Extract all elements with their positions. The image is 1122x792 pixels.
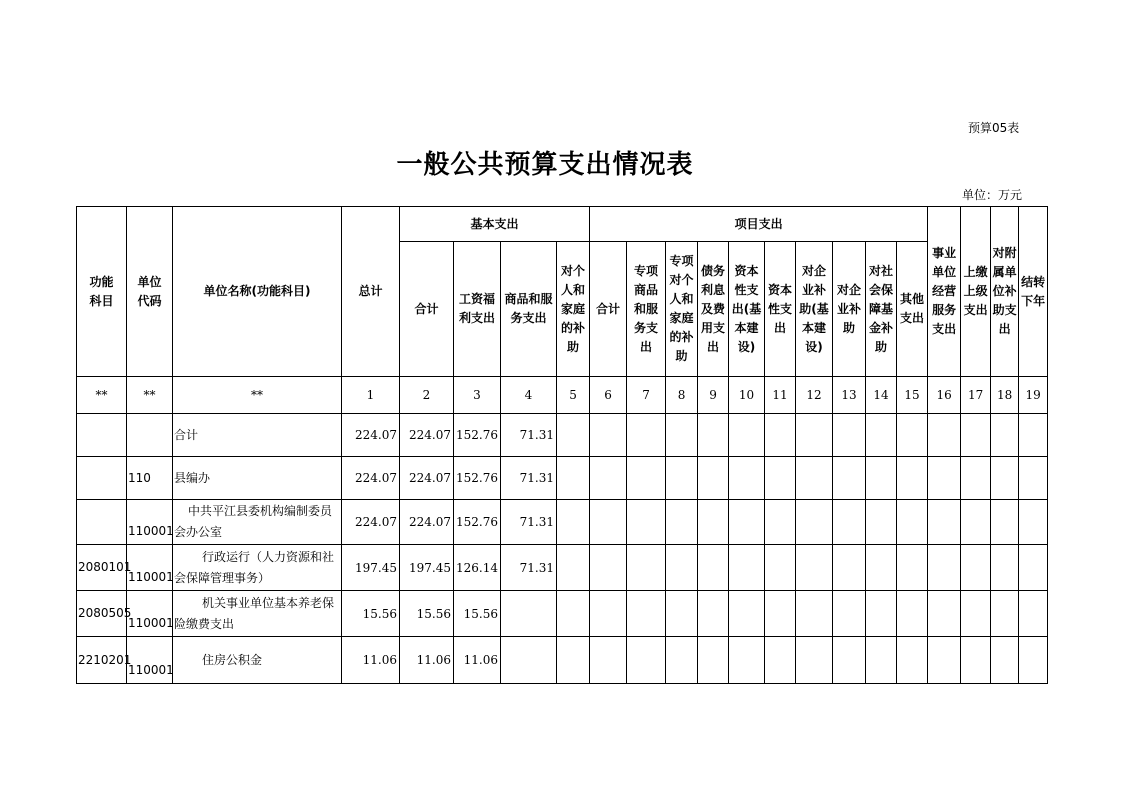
- name-line-1: 机关事业单位基本养老保: [202, 595, 335, 610]
- basic-sum-cell: 224.07: [400, 500, 454, 545]
- name-line-2: 会保障管理事务）: [174, 570, 271, 585]
- goods-cell: [501, 591, 557, 637]
- goods-cell: [501, 637, 557, 684]
- name-line-1: 中共平江县委机构编制委员: [188, 504, 333, 518]
- code-cell: 110001: [127, 637, 173, 684]
- index-cell: 3: [454, 377, 501, 414]
- header-upper: 上缴上级支出: [961, 207, 991, 377]
- index-cell: 7: [627, 377, 666, 414]
- header-basic-personal: 对个人和家庭的补助: [557, 242, 590, 377]
- code-cell: [127, 414, 173, 457]
- page-title: 一般公共预算支出情况表: [396, 150, 694, 180]
- index-cell: 18: [991, 377, 1019, 414]
- code-cell: 110001: [127, 500, 173, 545]
- header-project: 项目支出: [590, 207, 928, 242]
- header-proj-sum: 合计: [590, 242, 627, 377]
- index-cell: 11: [765, 377, 796, 414]
- index-row: [77, 377, 1048, 414]
- basic-sum-cell: 224.07: [400, 414, 454, 457]
- index-cell: 16: [928, 377, 961, 414]
- index-cell: **: [77, 377, 127, 414]
- header-proj-corp-build: 对企业补助(基本建设): [796, 242, 833, 377]
- table-row: [77, 637, 1048, 684]
- budget-table: [76, 206, 1048, 684]
- func-cell: 2210201: [77, 637, 127, 684]
- func-cell: 2080505: [77, 591, 127, 637]
- basic-sum-cell: 15.56: [400, 591, 454, 637]
- name-line-1: 行政运行（人力资源和社: [202, 549, 335, 564]
- header-row-1: [77, 207, 1048, 242]
- header-carry: 结转下年: [1019, 207, 1048, 377]
- name-cell: 县编办: [173, 457, 342, 500]
- header-proj-personal: 专项对个人和家庭的补助: [666, 242, 698, 377]
- total-cell: 224.07: [342, 500, 400, 545]
- header-unit-code: 单位代码: [127, 207, 173, 377]
- header-unit-name: 单位名称(功能科目): [173, 207, 342, 377]
- index-cell: 10: [729, 377, 765, 414]
- goods-cell: 71.31: [501, 457, 557, 500]
- name-line-1: 住房公积金: [202, 652, 263, 667]
- unit-label: 单位：万元: [962, 188, 1023, 202]
- code-cell: 110: [127, 457, 173, 500]
- index-cell: 14: [866, 377, 897, 414]
- table-row: [77, 500, 1048, 545]
- func-cell: [77, 457, 127, 500]
- table-row: [77, 545, 1048, 591]
- index-cell: 1: [342, 377, 400, 414]
- header-proj-goods: 专项商品和服务支出: [627, 242, 666, 377]
- salary-cell: 152.76: [454, 414, 501, 457]
- name-cell: 合计: [173, 414, 342, 457]
- goods-cell: 71.31: [501, 545, 557, 591]
- salary-cell: 152.76: [454, 500, 501, 545]
- func-cell: [77, 500, 127, 545]
- salary-cell: 126.14: [454, 545, 501, 591]
- func-cell: [77, 414, 127, 457]
- header-subsidiary: 对附属单位补助支出: [991, 207, 1019, 377]
- form-number: 预算05表: [968, 121, 1020, 135]
- header-func-subject: 功能科目: [77, 207, 127, 377]
- basic-sum-cell: 11.06: [400, 637, 454, 684]
- index-cell: 8: [666, 377, 698, 414]
- index-cell: **: [173, 377, 342, 414]
- header-proj-corp: 对企业补助: [833, 242, 866, 377]
- table-row: [77, 457, 1048, 500]
- name-cell: [173, 500, 342, 545]
- name-cell: [173, 637, 342, 684]
- total-cell: 11.06: [342, 637, 400, 684]
- basic-sum-cell: 197.45: [400, 545, 454, 591]
- code-cell: 110001: [127, 545, 173, 591]
- total-cell: 224.07: [342, 414, 400, 457]
- index-cell: 17: [961, 377, 991, 414]
- header-proj-capital-build: 资本性支出(基本建设): [729, 242, 765, 377]
- index-cell: 13: [833, 377, 866, 414]
- header-basic-goods: 商品和服务支出: [501, 242, 557, 377]
- func-cell: 2080101: [77, 545, 127, 591]
- name-line-2: 会办公室: [174, 525, 223, 539]
- name-cell: [173, 591, 342, 637]
- header-biz-service: 事业单位经营服务支出: [928, 207, 961, 377]
- goods-cell: 71.31: [501, 414, 557, 457]
- salary-cell: 152.76: [454, 457, 501, 500]
- index-cell: 6: [590, 377, 627, 414]
- header-total: 总计: [342, 207, 400, 377]
- index-cell: **: [127, 377, 173, 414]
- name-line-2: 险缴费支出: [174, 616, 235, 631]
- salary-cell: 11.06: [454, 637, 501, 684]
- index-cell: 15: [897, 377, 928, 414]
- header-proj-debt: 债务利息及费用支出: [698, 242, 729, 377]
- header-proj-social: 对社会保障基金补助: [866, 242, 897, 377]
- total-cell: 15.56: [342, 591, 400, 637]
- goods-cell: 71.31: [501, 500, 557, 545]
- table-row: [77, 414, 1048, 457]
- index-cell: 5: [557, 377, 590, 414]
- basic-sum-cell: 224.07: [400, 457, 454, 500]
- index-cell: 12: [796, 377, 833, 414]
- header-basic: 基本支出: [400, 207, 590, 242]
- code-cell: 110001: [127, 591, 173, 637]
- salary-cell: 15.56: [454, 591, 501, 637]
- index-cell: 4: [501, 377, 557, 414]
- index-cell: 9: [698, 377, 729, 414]
- header-proj-capital: 资本性支出: [765, 242, 796, 377]
- total-cell: 224.07: [342, 457, 400, 500]
- header-basic-sum: 合计: [400, 242, 454, 377]
- header-basic-salary: 工资福利支出: [454, 242, 501, 377]
- name-cell: [173, 545, 342, 591]
- total-cell: 197.45: [342, 545, 400, 591]
- index-cell: 2: [400, 377, 454, 414]
- table-row: [77, 591, 1048, 637]
- header-proj-other: 其他支出: [897, 242, 928, 377]
- index-cell: 19: [1019, 377, 1048, 414]
